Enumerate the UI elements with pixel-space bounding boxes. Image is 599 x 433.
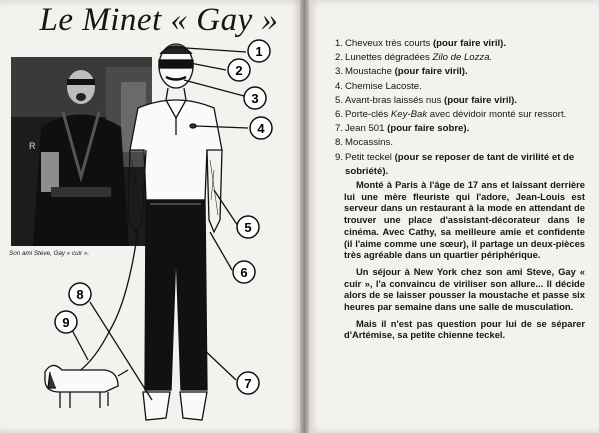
page-title: Le Minet « Gay » — [39, 2, 279, 38]
list-item: 8. Mocassins. — [335, 137, 393, 149]
callout-3-label: 3 — [251, 91, 259, 106]
list-item: 6. Porte-clés Key-Bak avec dévidoir monté sur ressort. — [335, 109, 567, 121]
svg-text:R: R — [29, 141, 36, 151]
list-item: 1. Cheveux très courts (pour faire viril). — [335, 38, 507, 49]
callout-9-label: 9 — [62, 315, 70, 330]
callout-8-label: 8 — [76, 287, 84, 302]
callout-1-label: 1 — [255, 44, 263, 59]
paragraph: Mais il n'est pas question pour lui de se séparer d'Artémise, sa petite chienne teckel. — [344, 317, 585, 341]
list-item: 9. Petit teckel (pour se reposer de tant de virilité et de sobriété). — [335, 151, 575, 177]
list-item: 7. Jean 501 (pour faire sobre). — [335, 123, 470, 135]
callout-4-label: 4 — [257, 121, 265, 136]
body-text — [344, 179, 585, 346]
paragraph: Un séjour à New York chez son ami Steve, Gay « cuir », l'a convaincu de viriliser son allure... Il décide alors de se laisser pousser la moustache et passe six heures par semaine dans une salle de musculation. — [344, 265, 585, 313]
list-item: 2. Lunettes dégradées Zilo de Lozza. — [335, 52, 493, 64]
callout-5-label: 5 — [244, 220, 252, 235]
list-item: 5. Avant-bras laissés nus (pour faire viril). — [335, 94, 518, 106]
feature-list — [335, 37, 585, 179]
list-item: 3. Moustache (pour faire viril). — [335, 66, 468, 78]
photo-caption: Son ami Steve, Gay « cuir ». — [9, 250, 90, 257]
callout-7-label: 7 — [244, 376, 252, 391]
paragraph: Monté à Paris à l'âge de 17 ans et laissant derrière lui une mère fleuriste qui l'adore, Jean-Louis est serveur dans un restaurant à la mode en attendant de trouver une place d'assistant-décorateur dans le cinéma. Avec Cathy, sa meilleure amie et confidente (il l'aime comme une sœur), il partage un deux-pièces très agréable dans un quartier périphérique. — [344, 179, 585, 261]
callout-2-label: 2 — [235, 63, 243, 78]
callout-6-label: 6 — [240, 265, 248, 280]
list-item: 4. Chemise Lacoste. — [335, 80, 422, 92]
